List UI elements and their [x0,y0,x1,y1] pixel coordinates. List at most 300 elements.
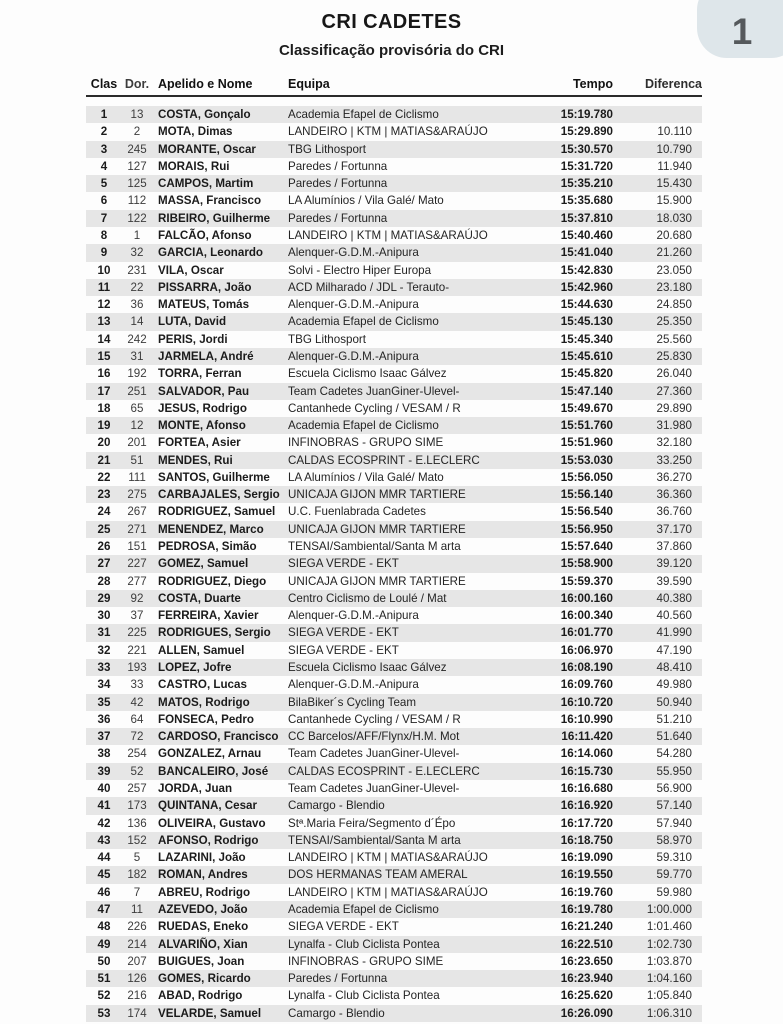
cell-tempo: 16:08.190 [560,661,613,674]
cell-name: AZEVEDO, João [158,902,248,916]
cell-team: Team Cadetes JuanGiner-Ulevel- [288,781,460,795]
cell-dif: 23.050 [656,263,692,277]
cell-tempo: 15:45.130 [560,315,613,329]
cell-clas: 27 [97,557,111,571]
cell-dif: 40.380 [656,591,692,605]
cell-team: SIEGA VERDE - EKT [288,920,399,934]
cell-clas: 2 [100,125,108,139]
cell-dor: 126 [127,972,147,986]
cell-dif: 10.110 [657,125,692,139]
cell-dif: 51.210 [656,712,692,726]
cell-dor: 226 [127,920,147,934]
table-row [86,780,702,797]
cell-dif: 25.350 [656,315,692,329]
cell-dor: 277 [127,574,147,588]
page-number-badge [697,0,783,58]
page-number: 1 [731,11,753,52]
cell-dif: 55.950 [656,764,692,778]
column-header-tempo: Tempo [572,77,613,91]
cell-team: Escuela Ciclismo Isaac Gálvez [288,661,447,674]
cell-name: MENENDEZ, Marco [158,522,264,536]
table-row [86,331,702,348]
cell-team: Lynalfa - Club Ciclista Pontea [288,937,440,951]
cell-dor: 122 [127,211,147,225]
cell-name: MASSA, Francisco [158,194,262,208]
cell-team: Lynalfa - Club Ciclista Pontea [288,989,440,1003]
table-row [86,676,702,693]
table-row [86,141,702,158]
cell-clas: 29 [97,591,111,605]
cell-clas: 18 [97,401,111,415]
table-row [86,158,702,175]
cell-clas: 35 [97,695,111,709]
table-row [86,296,702,313]
cell-clas: 26 [97,540,111,554]
cell-name: SANTOS, Guilherme [158,470,270,484]
cell-dif: 59.310 [656,851,692,865]
cell-dor: 254 [127,747,147,761]
cell-name: QUINTANA, Cesar [158,799,257,813]
cell-clas: 46 [97,885,111,899]
cell-name: RIBEIRO, Guilherme [158,211,271,225]
cell-team: DOS HERMANAS TEAM AMERAL [288,868,468,882]
cell-tempo: 15:58.900 [560,557,613,571]
cell-clas: 52 [97,989,111,1003]
table-row [86,901,702,918]
cell-name: PISSARRA, João [158,280,252,294]
cell-team: Team Cadetes JuanGiner-Ulevel- [288,747,460,761]
cell-name: RODRIGUEZ, Samuel [158,505,276,519]
cell-team: CALDAS ECOSPRINT - E.LECLERC [288,764,480,778]
table-row [86,987,702,1004]
cell-tempo: 15:29.890 [560,125,613,139]
cell-name: GARCIA, Leonardo [158,246,263,260]
cell-team: LANDEIRO | KTM | MATIAS&ARAÚJO [288,851,488,865]
cell-dif: 39.590 [656,574,692,588]
cell-name: OLIVEIRA, Gustavo [158,816,266,830]
cell-clas: 39 [97,764,111,778]
cell-clas: 33 [97,661,111,674]
cell-dor: 216 [127,989,147,1003]
cell-clas: 51 [97,972,111,986]
cell-tempo: 16:09.760 [560,678,613,692]
cell-dor: 31 [130,349,144,363]
cell-clas: 3 [100,142,108,156]
cell-clas: 4 [100,159,108,173]
cell-clas: 5 [100,177,108,191]
table-row [86,745,702,762]
cell-dor: 72 [130,730,144,744]
cell-team: Alenquer-G.D.M.-Anipura [288,349,419,363]
cell-tempo: 15:35.210 [560,177,613,191]
cell-clas: 23 [97,488,111,502]
cell-name: GOMEZ, Samuel [158,557,249,571]
cell-name: COSTA, Gonçalo [158,108,251,121]
cell-name: PEDROSA, Simão [158,540,257,554]
cell-name: COSTA, Duarte [158,591,241,605]
table-row [86,728,702,745]
page-title: CRI CADETES [321,11,462,33]
cell-team: Escuela Ciclismo Isaac Gálvez [288,367,447,381]
cell-dor: 112 [127,194,147,208]
cell-dif: 40.560 [656,609,692,623]
cell-team: UNICAJA GIJON MMR TARTIERE [288,488,466,502]
cell-dor: 193 [127,661,147,674]
cell-dif: 36.760 [656,505,692,519]
table-row [86,763,702,780]
cell-team: BilaBiker´s Cycling Team [288,695,417,709]
cell-name: MOTA, Dimas [158,125,233,139]
cell-name: LUTA, David [158,315,227,329]
cell-dif: 18.030 [656,211,692,225]
cell-dif: 37.860 [656,540,692,554]
cell-dor: 22 [130,280,144,294]
cell-clas: 34 [97,678,111,692]
cell-dif: 11.940 [657,159,692,173]
cell-name: LAZARINI, João [158,851,246,865]
cell-dif: 20.680 [656,228,692,242]
table-row [86,365,702,382]
cell-name: MATOS, Rodrigo [158,695,250,709]
cell-dor: 152 [127,833,147,847]
cell-tempo: 15:56.540 [560,505,613,519]
cell-name: GOMES, Ricardo [158,972,251,986]
cell-dif: 51.640 [656,730,692,744]
cell-dor: 214 [127,937,147,951]
table-row [86,521,702,538]
cell-tempo: 16:19.550 [560,868,613,882]
cell-dor: 245 [127,142,147,156]
cell-name: ABREU, Rodrigo [158,885,251,899]
cell-tempo: 16:25.620 [560,989,613,1003]
cell-tempo: 15:56.140 [560,488,613,502]
cell-dor: 127 [127,159,147,173]
cell-name: MENDES, Rui [158,453,233,467]
cell-name: JARMELA, André [158,349,254,363]
cell-name: VELARDE, Samuel [158,1006,262,1020]
cell-dor: 275 [127,488,147,502]
cell-tempo: 16:18.750 [560,833,613,847]
table-row [86,711,702,728]
cell-dif: 29.890 [656,401,692,415]
cell-dif: 25.560 [656,332,692,346]
column-header-dif: Diferenca [645,77,702,91]
cell-team: Paredes / Fortunna [288,159,388,173]
cell-tempo: 16:14.060 [560,747,613,761]
table-row [86,538,702,555]
cell-team: UNICAJA GIJON MMR TARTIERE [288,522,466,536]
cell-name: LOPEZ, Jofre [158,661,232,674]
cell-name: RUEDAS, Eneko [158,920,249,934]
cell-tempo: 15:19.780 [560,108,613,121]
cell-name: SALVADOR, Pau [158,384,250,398]
cell-name: MATEUS, Tomás [158,298,250,312]
cell-tempo: 15:53.030 [560,453,613,467]
table-row [86,313,702,330]
cell-name: ALLEN, Samuel [158,643,245,657]
cell-name: FALCÃO, Afonso [158,228,252,242]
column-header-team: Equipa [288,77,330,91]
cell-team: Cantanhede Cycling / VESAM / R [288,712,461,726]
cell-clas: 48 [97,920,111,934]
cell-clas: 20 [97,436,111,450]
cell-tempo: 15:51.760 [560,419,613,433]
cell-dor: 5 [133,851,141,865]
cell-name: ABAD, Rodrigo [158,989,243,1003]
cell-tempo: 16:00.160 [560,591,613,605]
table-row [86,383,702,400]
table-row [86,590,702,607]
table-row [86,452,702,469]
cell-name: CARBAJALES, Sergio [158,488,280,502]
table-row [86,918,702,935]
cell-dor: 251 [127,384,147,398]
table-row [86,953,702,970]
cell-dif: 23.180 [656,280,692,294]
cell-dif: 36.360 [656,488,692,502]
table-row [86,486,702,503]
cell-dif: 33.250 [656,453,692,467]
cell-clas: 30 [97,609,111,623]
cell-clas: 13 [97,315,111,329]
cell-tempo: 15:47.140 [560,384,613,398]
cell-team: INFINOBRAS - GRUPO SIME [288,954,444,968]
cell-tempo: 16:15.730 [560,764,613,778]
table-row [86,607,702,624]
cell-team: LANDEIRO | KTM | MATIAS&ARAÚJO [288,228,488,242]
cell-team: Alenquer-G.D.M.-Anipura [288,298,419,312]
cell-team: Alenquer-G.D.M.-Anipura [288,609,419,623]
cell-tempo: 16:19.780 [560,902,613,916]
cell-dor: 51 [130,453,144,467]
table-row [86,849,702,866]
cell-dor: 1 [133,228,141,242]
cell-name: ALVARIÑO, Xian [158,937,248,951]
cell-dor: 65 [130,401,144,415]
cell-clas: 19 [97,419,111,433]
cell-name: CASTRO, Lucas [158,678,247,692]
cell-name: JESUS, Rodrigo [158,401,247,415]
table-header-row [86,77,702,97]
cell-tempo: 15:49.670 [560,401,613,415]
cell-name: FORTEA, Asier [158,436,241,450]
cell-dif: 15.900 [656,194,692,208]
cell-tempo: 16:06.970 [560,643,613,657]
cell-dor: 32 [130,246,144,260]
cell-tempo: 16:23.940 [560,972,613,986]
cell-clas: 32 [97,643,111,657]
cell-tempo: 16:19.760 [560,885,613,899]
cell-dor: 231 [127,263,147,277]
cell-tempo: 15:45.340 [560,332,613,346]
cell-dif: 54.280 [656,747,692,761]
table-row [86,469,702,486]
table-row [86,624,702,641]
table-row [86,244,702,261]
cell-tempo: 15:30.570 [560,142,613,156]
cell-tempo: 16:01.770 [560,626,613,640]
page-subtitle: Classificação provisória do CRI [278,42,505,59]
cell-clas: 7 [100,211,108,225]
cell-dif: 1:05.840 [646,989,692,1003]
cell-dif: 57.940 [656,816,692,830]
cell-dor: 201 [127,436,147,450]
cell-clas: 47 [97,902,111,916]
cell-clas: 44 [97,851,111,865]
cell-dor: 111 [128,470,146,484]
cell-team: Alenquer-G.D.M.-Anipura [288,246,419,260]
table-row [86,797,702,814]
cell-tempo: 16:16.920 [560,799,613,813]
cell-clas: 21 [97,453,111,467]
table-row [86,936,702,953]
cell-team: Academia Efapel de Ciclismo [288,315,439,329]
cell-dor: 136 [127,816,147,830]
cell-dor: 7 [133,885,141,899]
table-row [86,192,702,209]
cell-name: FONSECA, Pedro [158,712,254,726]
cell-tempo: 15:45.610 [560,349,613,363]
cell-name: BUIGUES, Joan [158,954,245,968]
cell-tempo: 16:23.650 [560,954,613,968]
cell-team: Stª.Maria Feira/Segmento d´Épo [288,816,456,830]
cell-clas: 49 [97,937,111,951]
cell-dor: 12 [130,419,144,433]
cell-dif: 1:00.000 [646,902,692,916]
cell-team: CC Barcelos/AFF/Flynx/H.M. Mot [288,730,460,744]
cell-clas: 6 [100,194,108,208]
cell-name: RODRIGUES, Sergio [158,626,271,640]
cell-team: SIEGA VERDE - EKT [288,643,399,657]
cell-team: LA Alumínios / Vila Galé/ Mato [288,194,444,208]
cell-name: ROMAN, Andres [158,868,248,882]
cell-dif: 10.790 [656,142,692,156]
cell-clas: 1 [100,108,108,121]
cell-dor: 192 [127,367,147,381]
cell-dor: 182 [127,868,147,882]
cell-tempo: 16:21.240 [560,920,613,934]
cell-tempo: 16:22.510 [560,937,613,951]
table-row [86,417,702,434]
cell-name: GONZALEZ, Arnau [158,747,262,761]
table-row [86,694,702,711]
cell-clas: 40 [97,781,111,795]
cell-dif: 59.770 [656,868,692,882]
table-row [86,279,702,296]
cell-tempo: 15:42.960 [560,280,613,294]
table-row [86,1005,702,1022]
cell-dif: 50.940 [656,695,692,709]
cell-dif: 36.270 [656,470,692,484]
cell-tempo: 15:41.040 [560,246,613,260]
cell-dif: 26.040 [656,367,692,381]
cell-clas: 22 [97,470,111,484]
cell-name: PERIS, Jordi [158,332,228,346]
cell-team: TENSAI/Sambiental/Santa M arta [288,540,461,554]
cell-tempo: 15:42.830 [560,263,613,277]
cell-tempo: 15:40.460 [560,228,613,242]
cell-clas: 50 [97,954,111,968]
cell-dif: 24.850 [656,298,692,312]
cell-dif: 47.190 [656,643,692,657]
cell-clas: 10 [97,263,111,277]
cell-dif: 1:06.310 [646,1006,692,1020]
cell-clas: 12 [97,298,111,312]
cell-tempo: 16:11.420 [561,730,613,744]
table-row [86,348,702,365]
cell-dif: 21.260 [656,246,692,260]
cell-dif: 49.980 [656,678,692,692]
cell-dor: 173 [127,799,147,813]
cell-dif: 48.410 [656,661,692,674]
table-row [86,106,702,123]
cell-dor: 174 [127,1006,147,1020]
cell-clas: 53 [97,1006,111,1020]
cell-clas: 9 [100,246,108,260]
cell-name: RODRIGUEZ, Diego [158,574,267,588]
cell-dif: 39.120 [656,557,692,571]
cell-team: SIEGA VERDE - EKT [288,626,399,640]
cell-clas: 43 [97,833,111,847]
cell-name: TORRA, Ferran [158,367,242,381]
cell-tempo: 16:10.720 [560,695,613,709]
cell-name: VILA, Oscar [158,263,224,277]
cell-dif: 57.140 [656,799,692,813]
cell-dor: 207 [127,954,147,968]
table-row [86,175,702,192]
cell-dor: 151 [127,540,147,554]
cell-dor: 257 [127,781,147,795]
cell-team: Paredes / Fortunna [288,211,388,225]
cell-dor: 52 [130,764,144,778]
cell-tempo: 15:56.950 [560,522,613,536]
cell-team: U.C. Fuenlabrada Cadetes [288,505,426,519]
table-row [86,555,702,572]
cell-dor: 221 [127,643,147,657]
cell-dif: 15.430 [656,177,692,191]
cell-tempo: 15:37.810 [560,211,613,225]
cell-tempo: 16:26.090 [560,1006,613,1020]
cell-tempo: 15:31.720 [560,159,613,173]
table-row [86,642,702,659]
cell-clas: 37 [97,730,111,744]
table-body [86,106,702,1022]
cell-dif: 37.170 [656,522,692,536]
cell-dor: 13 [130,108,144,121]
cell-clas: 31 [97,626,111,640]
cell-tempo: 15:56.050 [560,470,613,484]
table-row [86,123,702,140]
cell-team: LA Alumínios / Vila Galé/ Mato [288,470,444,484]
table-row [86,503,702,520]
cell-clas: 15 [97,349,111,363]
table-row [86,210,702,227]
cell-clas: 24 [97,505,111,519]
cell-team: Academia Efapel de Ciclismo [288,902,439,916]
cell-dif: 59.980 [656,885,692,899]
cell-tempo: 15:59.370 [560,574,613,588]
cell-dor: 227 [127,557,147,571]
cell-tempo: 15:51.960 [560,436,613,450]
cell-team: Paredes / Fortunna [288,972,388,986]
cell-dif: 58.970 [656,833,692,847]
table-row [86,659,702,676]
cell-tempo: 16:10.990 [560,712,613,726]
cell-name: MONTE, Afonso [158,419,246,433]
cell-clas: 28 [97,574,111,588]
cell-team: Cantanhede Cycling / VESAM / R [288,401,461,415]
cell-clas: 11 [97,280,111,294]
